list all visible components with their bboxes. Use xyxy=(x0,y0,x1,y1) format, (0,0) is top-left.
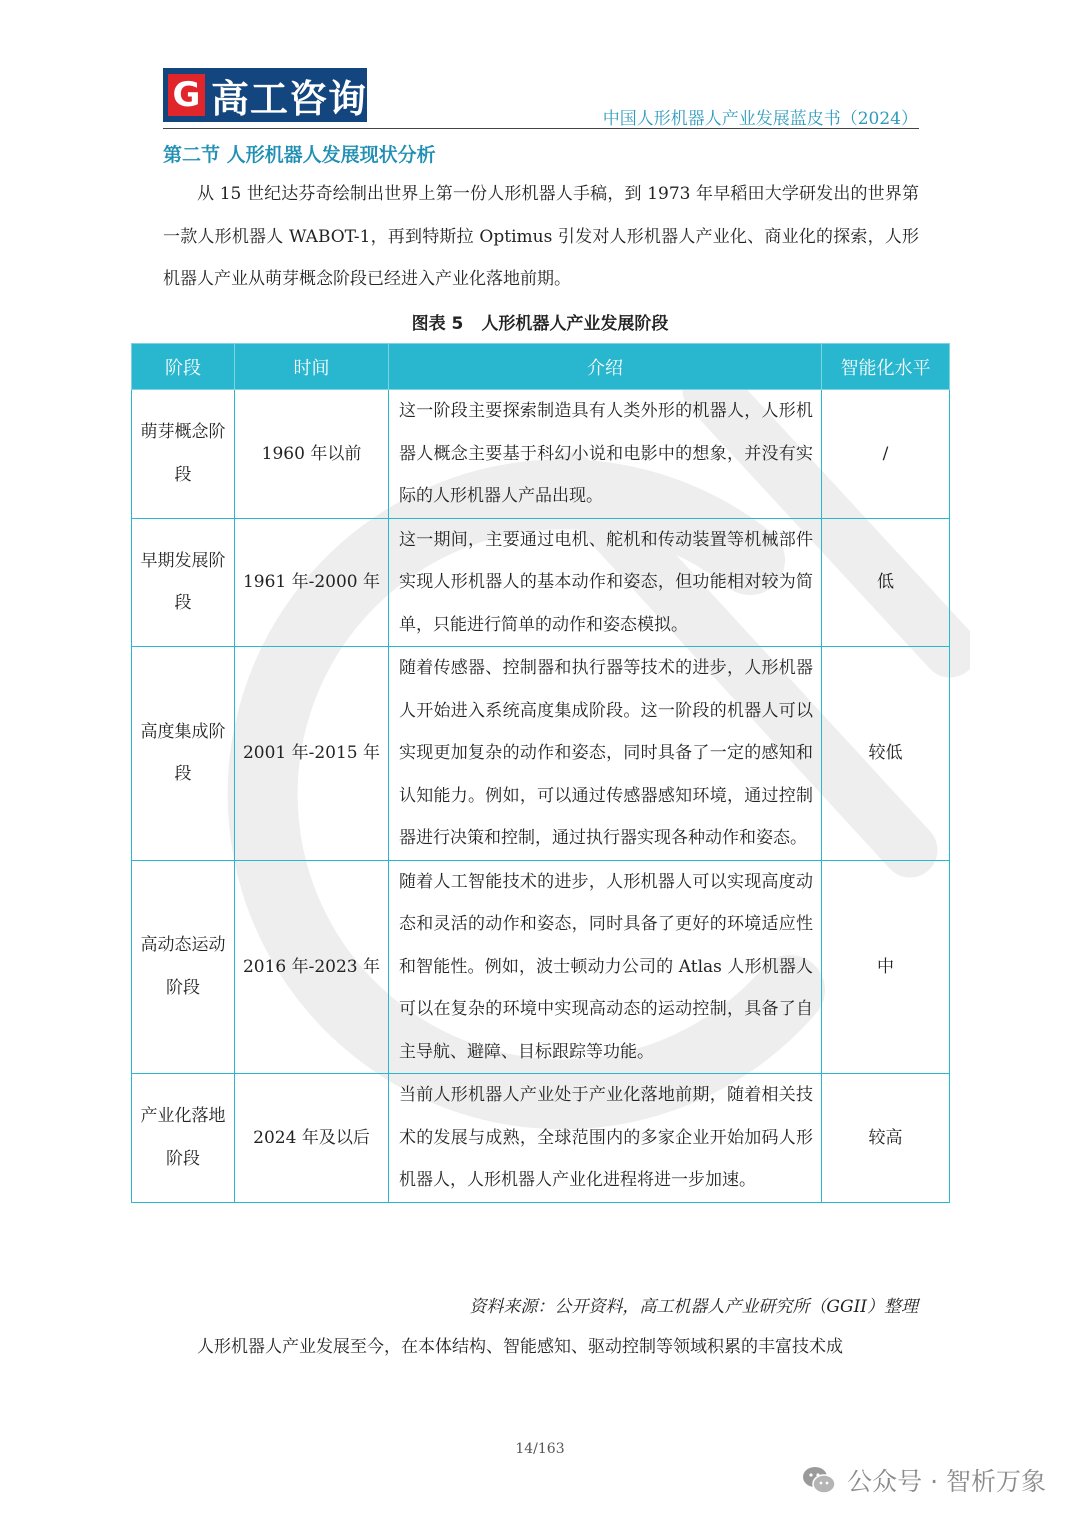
development-stage-table xyxy=(131,343,950,1203)
section-heading: 第二节 人形机器人发展现状分析 xyxy=(163,144,436,166)
table-row xyxy=(132,390,950,519)
stage-cell: 高动态运动阶段 xyxy=(132,860,235,1074)
stage-cell: 高度集成阶段 xyxy=(132,647,235,861)
column-header-stage: 阶段 xyxy=(132,344,235,390)
stage-cell: 早期发展阶段 xyxy=(132,518,235,647)
description-cell: 这一期间，主要通过电机、舵机和传动装置等机械部件实现人形机器人的基本动作和姿态，但功能相对较为简单，只能进行简单的动作和姿态模拟。 xyxy=(389,518,822,647)
time-cell: 2016 年-2023 年 xyxy=(235,860,389,1074)
level-cell: 较低 xyxy=(822,647,950,861)
level-cell: / xyxy=(822,390,950,519)
table-row xyxy=(132,647,950,861)
body-paragraph: 人形机器人产业发展至今，在本体结构、智能感知、驱动控制等领域积累的丰富技术成 xyxy=(197,1337,843,1357)
data-source-note: 资料来源：公开资料，高工机器人产业研究所（GGII）整理 xyxy=(469,1297,918,1317)
column-header-level: 智能化水平 xyxy=(822,344,950,390)
description-cell: 随着人工智能技术的进步，人形机器人可以实现高度动态和灵活的动作和姿态，同时具备了更好的环境适应性和智能性。例如，波士顿动力公司的 Atlas 人形机器人可以在复杂的环境中实现高动态的运动控制，具备了自主导航、避障、目标跟踪等功能。 xyxy=(389,860,822,1074)
table-row xyxy=(132,518,950,647)
column-header-intro: 介绍 xyxy=(389,344,822,390)
level-cell: 低 xyxy=(822,518,950,647)
figure-caption xyxy=(0,309,1080,334)
header-divider xyxy=(163,128,919,129)
wechat-account-label: 公众号 · 智析万象 xyxy=(847,1467,1046,1496)
gaogong-logo xyxy=(163,68,367,122)
stage-cell: 萌芽概念阶段 xyxy=(132,390,235,519)
time-cell: 1960 年以前 xyxy=(235,390,389,519)
wechat-watermark xyxy=(801,1462,1046,1498)
description-cell: 当前人形机器人产业处于产业化落地前期，随着相关技术的发展与成熟，全球范围内的多家企业开始加码人形机器人，人形机器人产业化进程将进一步加速。 xyxy=(389,1074,822,1203)
level-cell: 较高 xyxy=(822,1074,950,1203)
level-cell: 中 xyxy=(822,860,950,1074)
time-cell: 1961 年-2000 年 xyxy=(235,518,389,647)
logo-text: 高工咨询 xyxy=(210,76,367,121)
column-header-time: 时间 xyxy=(235,344,389,390)
figure-title: 人形机器人产业发展阶段 xyxy=(481,314,669,334)
stage-cell: 产业化落地阶段 xyxy=(132,1074,235,1203)
document-title: 中国人形机器人产业发展蓝皮书（2024） xyxy=(602,109,918,129)
figure-number: 图表 5 xyxy=(411,314,464,334)
description-cell: 这一阶段主要探索制造具有人类外形的机器人，人形机器人概念主要基于科幻小说和电影中的想象，并没有实际的人形机器人产品出现。 xyxy=(389,390,822,519)
time-cell: 2001 年-2015 年 xyxy=(235,647,389,861)
intro-paragraph: 从 15 世纪达芬奇绘制出世界上第一份人形机器人手稿，到 1973 年早稻田大学研发出的世界第一款人形机器人 WABOT-1，再到特斯拉 Optimus 引发对人形机器人产业化、商业化的探索，人形机器人产业从萌芽概念阶段已经进入产业化落地前期。 xyxy=(163,184,919,289)
logo-mark: G xyxy=(168,74,205,116)
description-cell: 随着传感器、控制器和执行器等技术的进步，人形机器人开始进入系统高度集成阶段。这一阶段的机器人可以实现更加复杂的动作和姿态，同时具备了一定的感知和认知能力。例如，可以通过传感器感知环境，通过控制器进行决策和控制，通过执行器实现各种动作和姿态。 xyxy=(389,647,822,861)
page-number: 14/163 xyxy=(515,1441,565,1457)
table-row xyxy=(132,1074,950,1203)
wechat-icon xyxy=(801,1465,837,1495)
table-row xyxy=(132,860,950,1074)
time-cell: 2024 年及以后 xyxy=(235,1074,389,1203)
